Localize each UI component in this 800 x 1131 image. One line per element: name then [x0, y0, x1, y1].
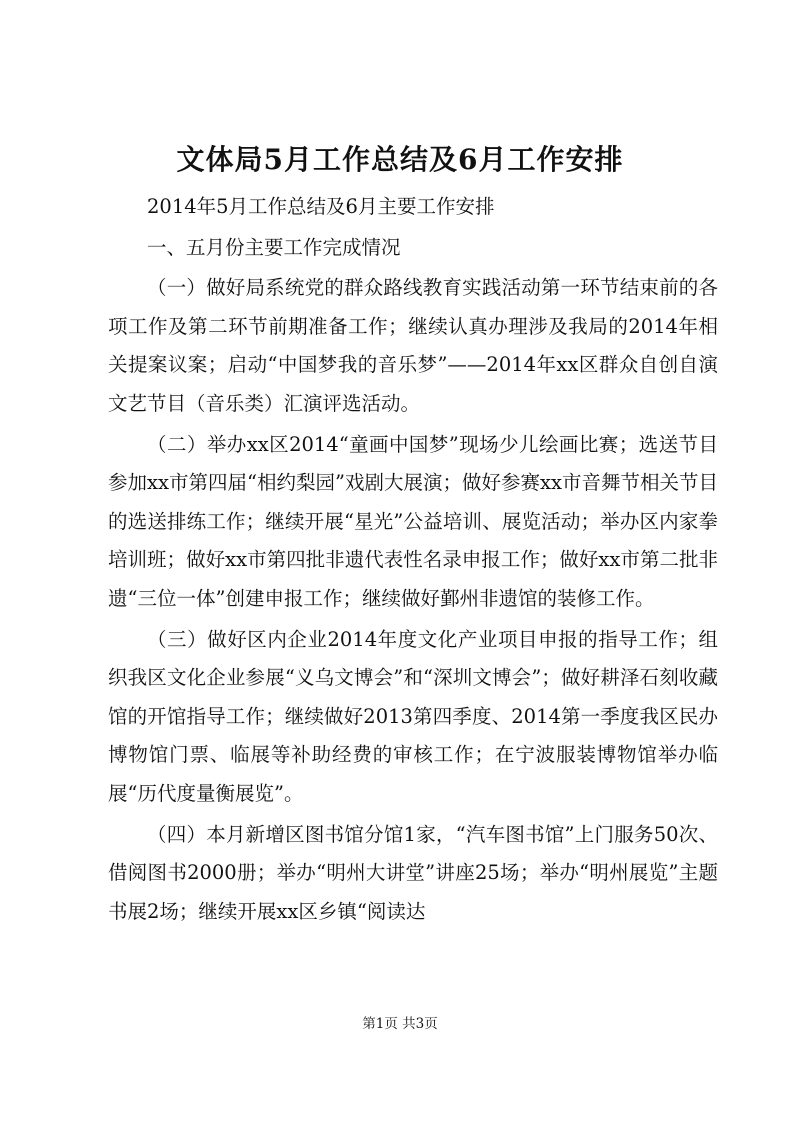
- document-title: 文体局5月工作总结及6月工作安排: [176, 143, 624, 176]
- page-footer: 第1页 共3页: [362, 1016, 438, 1032]
- paragraph-item-4: （四）本月新增区图书馆分馆1家，“汽车图书馆”上门服务50次、借阅图书2000册；举办“明州大讲堂”讲座25场；举办“明州展览”主题书展2场；继续开展xx区乡镇“阅读达: [108, 822, 718, 923]
- paragraph-item-2: （二）举办xx区2014“童画中国梦”现场少儿绘画比赛；选送节目参加xx市第四届“相约梨园”戏剧大展演；做好参赛xx市音舞节相关节目的选送排练工作；继续开展“星光”公益培训、展览活动；举办区内家拳培训班；做好xx市第四批非遗代表性名录申报工作；做好xx市第二批非遗“三位一体”创建申报工作；继续做好鄞州非遗馆的装修工作。: [108, 432, 718, 610]
- subtitle-paragraph: 2014年5月工作总结及6月主要工作安排: [147, 195, 495, 218]
- section-heading: 一、五月份主要工作完成情况: [147, 235, 401, 259]
- paragraph-item-3: （三）做好区内企业2014年度文化产业项目申报的指导工作；组织我区文化企业参展“义乌文博会”和“深圳文博会”；做好耕泽石刻收藏馆的开馆指导工作；继续做好2013第四季度、2014第一季度我区民办博物馆门票、临展等补助经费的审核工作；在宁波服装博物馆举办临展“历代度量衡展览”。: [108, 627, 718, 805]
- paragraph-item-1: （一）做好局系统党的群众路线教育实践活动第一环节结束前的各项工作及第二环节前期准备工作；继续认真办理涉及我局的2014年相关提案议案；启动“中国梦我的音乐梦”——2014年xx区群众自创自演文艺节目（音乐类）汇演评选活动。: [108, 276, 718, 415]
- document-body: [108, 188, 718, 931]
